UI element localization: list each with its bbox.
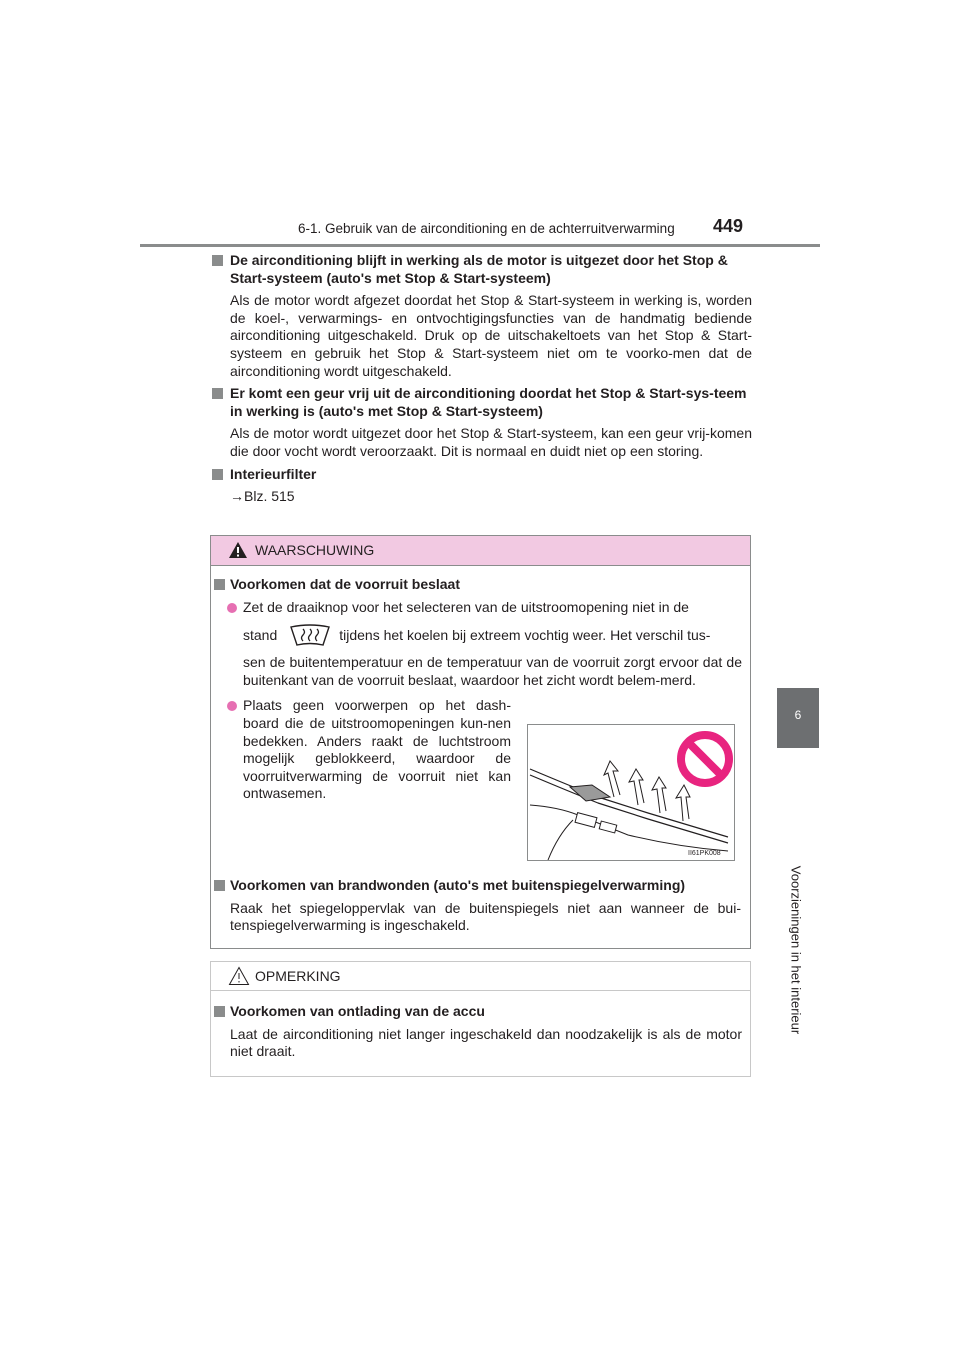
windshield-defrost-icon xyxy=(287,624,333,648)
warning-triangle-icon xyxy=(228,541,248,559)
warning-bullet: Plaats geen voorwerpen op het dash-board die de uitstroomopeningen kun-nen bedekken. Anders raakt de luchtstroom mogelijk geblokkeerd, waardoor de voorruitverwarming de voorruit niet kan ontwasemen. xyxy=(211,697,511,803)
section-heading: De airconditioning blijft in werking als de motor is uitgezet door het Stop & Start-systeem (auto's met Stop & Start-systeem) xyxy=(212,252,752,287)
main-content xyxy=(212,252,752,510)
square-bullet-icon xyxy=(212,388,223,399)
note-body xyxy=(211,991,750,1061)
chapter-title: Voorzieningen in het interieur xyxy=(788,865,804,1035)
dashboard-illustration xyxy=(527,724,735,861)
section-body: Als de motor wordt uitgezet door het Stop & Start-systeem, kan een geur vrij-komen die door vocht wordt veroorzaakt. Dit is normaal en duidt niet op een storing. xyxy=(230,425,752,459)
warning-section-2 xyxy=(211,877,741,940)
section-odor xyxy=(212,385,752,460)
note-text: Laat de airconditioning niet langer ingeschakeld dan noodzakelijk is als de motor niet draait. xyxy=(230,1025,742,1060)
square-bullet-icon xyxy=(212,255,223,266)
section-title: 6-1. Gebruik van de airconditioning en de achterruitverwarming xyxy=(298,221,675,236)
section-heading: Er komt een geur vrij uit de airconditioning doordat het Stop & Start-sys-teem in werking is (auto's met Stop & Start-systeem) xyxy=(212,385,752,420)
note-box xyxy=(210,961,751,1077)
warning-bullet: Zet de draaiknop voor het selecteren van de uitstroomopening niet in de stand tijdens het koelen bij extreem vochtig weer. Het verschil tus- sen de buitentemperatuur en de temperatuur van de voorruit zorgt ervoor dat de buitenkant van de voorruit beslaat, waardoor het zicht wordt belem-merd. xyxy=(211,599,742,690)
warning-section-body: Raak het spiegeloppervlak van de buitenspiegels niet aan wanneer de bui-tenspiegelverwarming is ingeschakeld. xyxy=(230,899,741,934)
square-bullet-icon xyxy=(214,880,225,891)
warning-box xyxy=(210,535,751,949)
square-bullet-icon xyxy=(214,579,225,590)
section-heading: Interieurfilter xyxy=(212,466,752,484)
dashboard-vent-image xyxy=(528,725,734,860)
section-cabin-filter xyxy=(212,466,752,506)
warning-label: WAARSCHUWING xyxy=(255,542,375,558)
warning-body xyxy=(211,566,750,934)
note-heading: Voorkomen van ontlading van de accu xyxy=(211,1003,742,1021)
square-bullet-icon xyxy=(214,1006,225,1017)
warning-section-heading: Voorkomen dat de voorruit beslaat xyxy=(211,576,742,594)
bullet-dot-icon xyxy=(227,603,237,613)
page-reference-link[interactable]: →Blz. 515 xyxy=(230,488,295,505)
note-header xyxy=(211,962,750,991)
chapter-number: 6 xyxy=(794,708,802,722)
warning-header xyxy=(211,536,750,566)
header-divider xyxy=(140,244,820,247)
caution-triangle-icon xyxy=(228,966,250,986)
illustration-code: II61PK008 xyxy=(688,850,721,857)
section-body: Als de motor wordt afgezet doordat het Stop & Start-systeem in werking is, worden de koel-, verwarmings- en ontvochtigingsfuncties van de handmatig bediende airconditioning uitgeschakeld. Druk op de uitschakeltoets van het Stop & Start-systeem en gebruik het Stop & Start-systeem niet om te voorko-men dat de airconditioning wordt uitgeschakeld. xyxy=(230,292,752,379)
stand-line: stand tijdens het koelen bij extreem vochtig weer. Het verschil tus- xyxy=(243,624,742,648)
page-number: 449 xyxy=(713,216,744,236)
square-bullet-icon xyxy=(212,469,223,480)
note-label: OPMERKING xyxy=(255,968,341,984)
bullet-dot-icon xyxy=(227,701,237,711)
warning-section-heading: Voorkomen van brandwonden (auto's met buitenspiegelverwarming) xyxy=(211,877,741,895)
section-stop-start-ac xyxy=(212,252,752,380)
